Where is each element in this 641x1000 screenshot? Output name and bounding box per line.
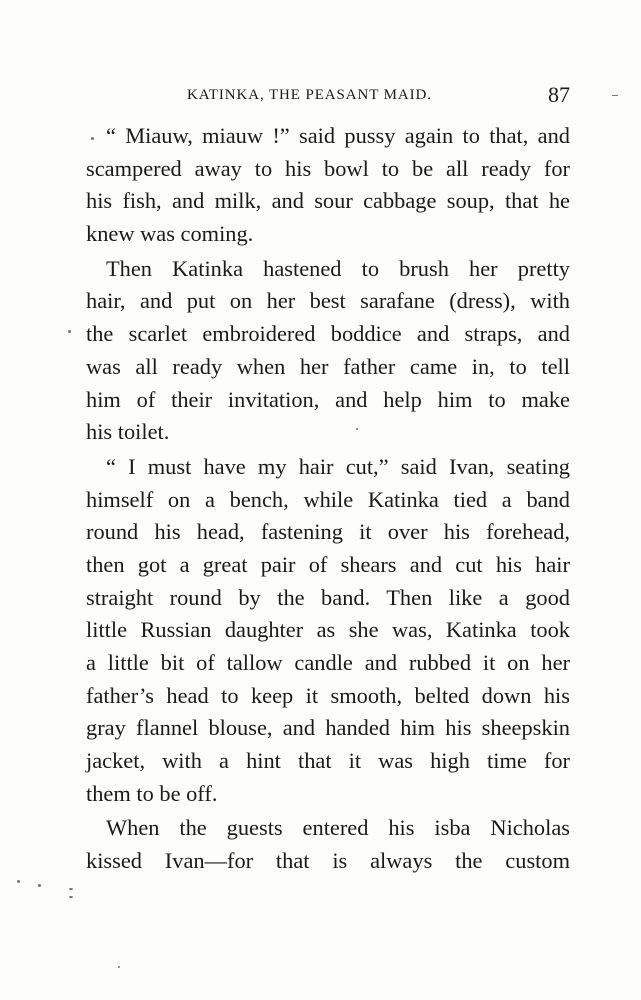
text-line: gray flannel blouse, and handed him his sheepskin: [86, 715, 570, 741]
paragraph: [86, 451, 570, 811]
text-line: a little bit of tallow candle and rubbed it on her: [86, 650, 570, 675]
text-line: When the guests entered his isba Nicholas: [106, 815, 570, 841]
page-header: [86, 82, 570, 112]
text-line: them to be off.: [86, 780, 218, 806]
scan-speck: [68, 330, 71, 333]
running-head: KATINKA, THE PEASANT MAID.: [187, 87, 432, 103]
scan-speck: [17, 880, 20, 883]
text-line: jacket, with a hint that it was high time for: [86, 748, 570, 774]
text-line: “ Miauw, miauw !” said pussy again to that, and: [106, 123, 570, 148]
text-line: scampered away to his bowl to be all ready for: [86, 155, 570, 181]
text-line: knew was coming.: [86, 221, 254, 247]
scan-speck: [91, 137, 94, 140]
body-text: [86, 120, 570, 878]
text-line: then got a great pair of shears and cut his hair: [86, 551, 570, 577]
scan-speck: [118, 966, 120, 968]
paragraph: [86, 120, 570, 251]
paragraph: [86, 812, 570, 877]
text-line: hair, and put on her best sarafane (dress), with: [86, 288, 570, 314]
text-line: his fish, and milk, and sour cabbage soup, that he: [86, 188, 570, 214]
scan-speck: [612, 95, 618, 96]
scan-speck: [69, 896, 73, 898]
text-line: him of their invitation, and help him to make: [86, 386, 570, 412]
text-line: “ I must have my hair cut,” said Ivan, seating: [106, 453, 570, 479]
text-line: himself on a bench, while Katinka tied a band: [86, 486, 570, 512]
text-line: his toilet.: [86, 419, 170, 445]
text-line: round his head, fastening it over his forehead,: [86, 519, 570, 545]
text-line: straight round by the band. Then like a good: [86, 584, 570, 610]
scan-speck: [356, 428, 358, 430]
text-line: kissed Ivan—for that is always the custom: [86, 848, 570, 874]
scan-speck: [69, 888, 73, 890]
text-line: was all ready when her father came in, to tell: [86, 353, 570, 379]
scan-speck: [38, 884, 41, 887]
text-line: little Russian daughter as she was, Katinka took: [86, 617, 570, 643]
text-line: the scarlet embroidered boddice and straps, and: [86, 321, 570, 347]
page-number: 87: [548, 82, 570, 107]
text-line: father’s head to keep it smooth, belted down his: [86, 682, 570, 708]
text-line: Then Katinka hastened to brush her pretty: [106, 255, 570, 281]
paragraph: [86, 253, 570, 449]
